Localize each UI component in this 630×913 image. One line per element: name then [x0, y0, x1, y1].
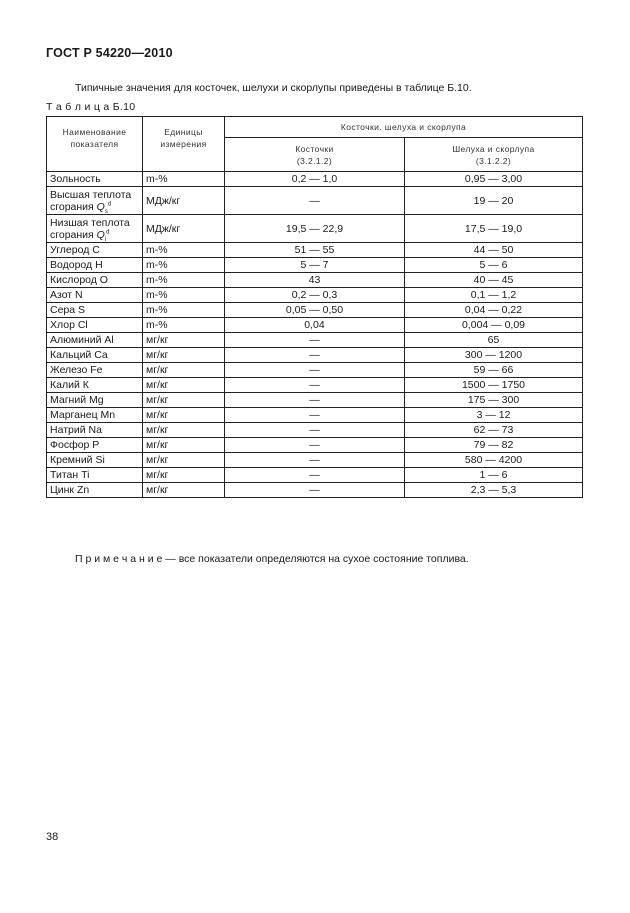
cell-name: Фосфор Р	[47, 438, 143, 453]
table-note: П р и м е ч а н и е — все показатели определяются на сухое состояние топлива.	[75, 553, 469, 565]
cell-name: Кислород О	[47, 273, 143, 288]
cell-value-a: —	[225, 378, 405, 393]
cell-value-b: 0,04 — 0,22	[405, 303, 583, 318]
cell-name: Калий К	[47, 378, 143, 393]
cell-unit: мг/кг	[143, 453, 225, 468]
header-col-b	[405, 138, 583, 172]
header-group: Косточки. шелуха и скорлупа	[225, 117, 583, 138]
intro-text: Типичные значения для косточек, шелухи и скорлупы приведены в таблице Б.10.	[75, 82, 472, 94]
cell-value-b: 62 — 73	[405, 423, 583, 438]
cell-unit: m-%	[143, 273, 225, 288]
q-symbol: Q	[96, 228, 105, 241]
table-row	[47, 303, 583, 318]
cell-value-b: 1500 — 1750	[405, 378, 583, 393]
cell-name: Алюминий Al	[47, 333, 143, 348]
cell-value-a: 5 — 7	[225, 258, 405, 273]
cell-value-b: 1 — 6	[405, 468, 583, 483]
cell-value-b: 2,3 — 5,3	[405, 483, 583, 498]
cell-value-a: —	[225, 333, 405, 348]
cell-unit: МДж/кг	[143, 215, 225, 243]
cell-name-text: Низшая теплота сгорания	[50, 216, 130, 241]
cell-name: Азот N	[47, 288, 143, 303]
cell-value-b: 300 — 1200	[405, 348, 583, 363]
cell-name: Углерод С	[47, 243, 143, 258]
cell-value-b: 65	[405, 333, 583, 348]
table-row	[47, 378, 583, 393]
page-number: 38	[46, 831, 59, 843]
cell-unit: мг/кг	[143, 393, 225, 408]
cell-value-a: 0,04	[225, 318, 405, 333]
cell-unit: m-%	[143, 243, 225, 258]
cell-name: Марганец Mn	[47, 408, 143, 423]
header-col-a-ref: (3.2.1.2)	[296, 155, 333, 166]
cell-value-a: —	[225, 363, 405, 378]
table-row	[47, 453, 583, 468]
header-col-b-label: Шелуха и скорлупа	[452, 143, 535, 154]
table-caption: Т а б л и ц а Б.10	[46, 101, 136, 113]
table-row	[47, 318, 583, 333]
cell-value-a: 51 — 55	[225, 243, 405, 258]
cell-value-b: 19 — 20	[405, 187, 583, 215]
cell-value-a: —	[225, 408, 405, 423]
cell-value-a: 43	[225, 273, 405, 288]
cell-name: Хлор Cl	[47, 318, 143, 333]
cell-value-a: —	[225, 187, 405, 215]
table-row	[47, 288, 583, 303]
cell-unit: m-%	[143, 303, 225, 318]
header-col-a	[225, 138, 405, 172]
cell-value-a: 0,05 — 0,50	[225, 303, 405, 318]
cell-value-a: —	[225, 483, 405, 498]
cell-value-b: 40 — 45	[405, 273, 583, 288]
cell-unit: m-%	[143, 172, 225, 187]
cell-value-a: —	[225, 348, 405, 363]
cell-value-a: 19,5 — 22,9	[225, 215, 405, 243]
data-table	[46, 116, 583, 498]
cell-name: Цинк Zn	[47, 483, 143, 498]
table-row	[47, 333, 583, 348]
cell-name	[47, 187, 143, 215]
table-row	[47, 215, 583, 243]
cell-name: Магний Mg	[47, 393, 143, 408]
table-row	[47, 258, 583, 273]
header-col-a-label: Косточки	[295, 143, 334, 154]
cell-value-b: 0,004 — 0,09	[405, 318, 583, 333]
cell-value-b: 5 — 6	[405, 258, 583, 273]
cell-name: Железо Fe	[47, 363, 143, 378]
cell-value-b: 79 — 82	[405, 438, 583, 453]
q-subscript: s	[104, 208, 108, 215]
cell-value-a: —	[225, 393, 405, 408]
cell-unit: мг/кг	[143, 438, 225, 453]
document-header: ГОСТ Р 54220—2010	[46, 46, 173, 60]
q-superscript: d	[106, 229, 110, 235]
table-row	[47, 348, 583, 363]
cell-name: Кальций Са	[47, 348, 143, 363]
cell-name: Кремний Si	[47, 453, 143, 468]
cell-unit: m-%	[143, 288, 225, 303]
cell-name: Сера S	[47, 303, 143, 318]
cell-value-a: —	[225, 438, 405, 453]
cell-name: Титан Ti	[47, 468, 143, 483]
header-unit: Единицы измерения	[143, 117, 225, 172]
table-row	[47, 243, 583, 258]
table-row	[47, 363, 583, 378]
cell-value-b: 3 — 12	[405, 408, 583, 423]
cell-unit: m-%	[143, 318, 225, 333]
table-row	[47, 273, 583, 288]
cell-value-a: 0,2 — 1,0	[225, 172, 405, 187]
cell-unit: мг/кг	[143, 363, 225, 378]
cell-name-text: Высшая теплота сгорания	[50, 188, 132, 213]
cell-unit: мг/кг	[143, 378, 225, 393]
table-row	[47, 393, 583, 408]
cell-unit: m-%	[143, 258, 225, 273]
cell-value-b: 580 — 4200	[405, 453, 583, 468]
table-row	[47, 172, 583, 187]
header-name: Наименование показателя	[47, 117, 143, 172]
cell-name	[47, 215, 143, 243]
cell-unit: мг/кг	[143, 468, 225, 483]
cell-value-b: 175 — 300	[405, 393, 583, 408]
q-superscript: d	[107, 201, 112, 207]
q-subscript: i	[104, 236, 107, 243]
cell-value-a: —	[225, 468, 405, 483]
cell-name: Водород Н	[47, 258, 143, 273]
cell-unit: мг/кг	[143, 333, 225, 348]
cell-value-b: 0,1 — 1,2	[405, 288, 583, 303]
cell-value-b: 44 — 50	[405, 243, 583, 258]
table-row	[47, 187, 583, 215]
cell-unit: мг/кг	[143, 348, 225, 363]
table-row	[47, 483, 583, 498]
table-row	[47, 423, 583, 438]
cell-name: Натрий Na	[47, 423, 143, 438]
cell-unit: МДж/кг	[143, 187, 225, 215]
cell-unit: мг/кг	[143, 483, 225, 498]
header-col-b-ref: (3.1.2.2)	[475, 155, 512, 166]
cell-value-a: —	[225, 423, 405, 438]
table-row	[47, 438, 583, 453]
cell-unit: мг/кг	[143, 423, 225, 438]
cell-value-a: —	[225, 453, 405, 468]
table-row	[47, 408, 583, 423]
cell-name: Зольность	[47, 172, 143, 187]
cell-value-b: 17,5 — 19,0	[405, 215, 583, 243]
cell-unit: мг/кг	[143, 408, 225, 423]
cell-value-b: 0,95 — 3,00	[405, 172, 583, 187]
table-row	[47, 468, 583, 483]
cell-value-b: 59 — 66	[405, 363, 583, 378]
table-header-row	[47, 117, 583, 138]
q-symbol: Q	[96, 200, 105, 213]
cell-value-a: 0,2 — 0,3	[225, 288, 405, 303]
